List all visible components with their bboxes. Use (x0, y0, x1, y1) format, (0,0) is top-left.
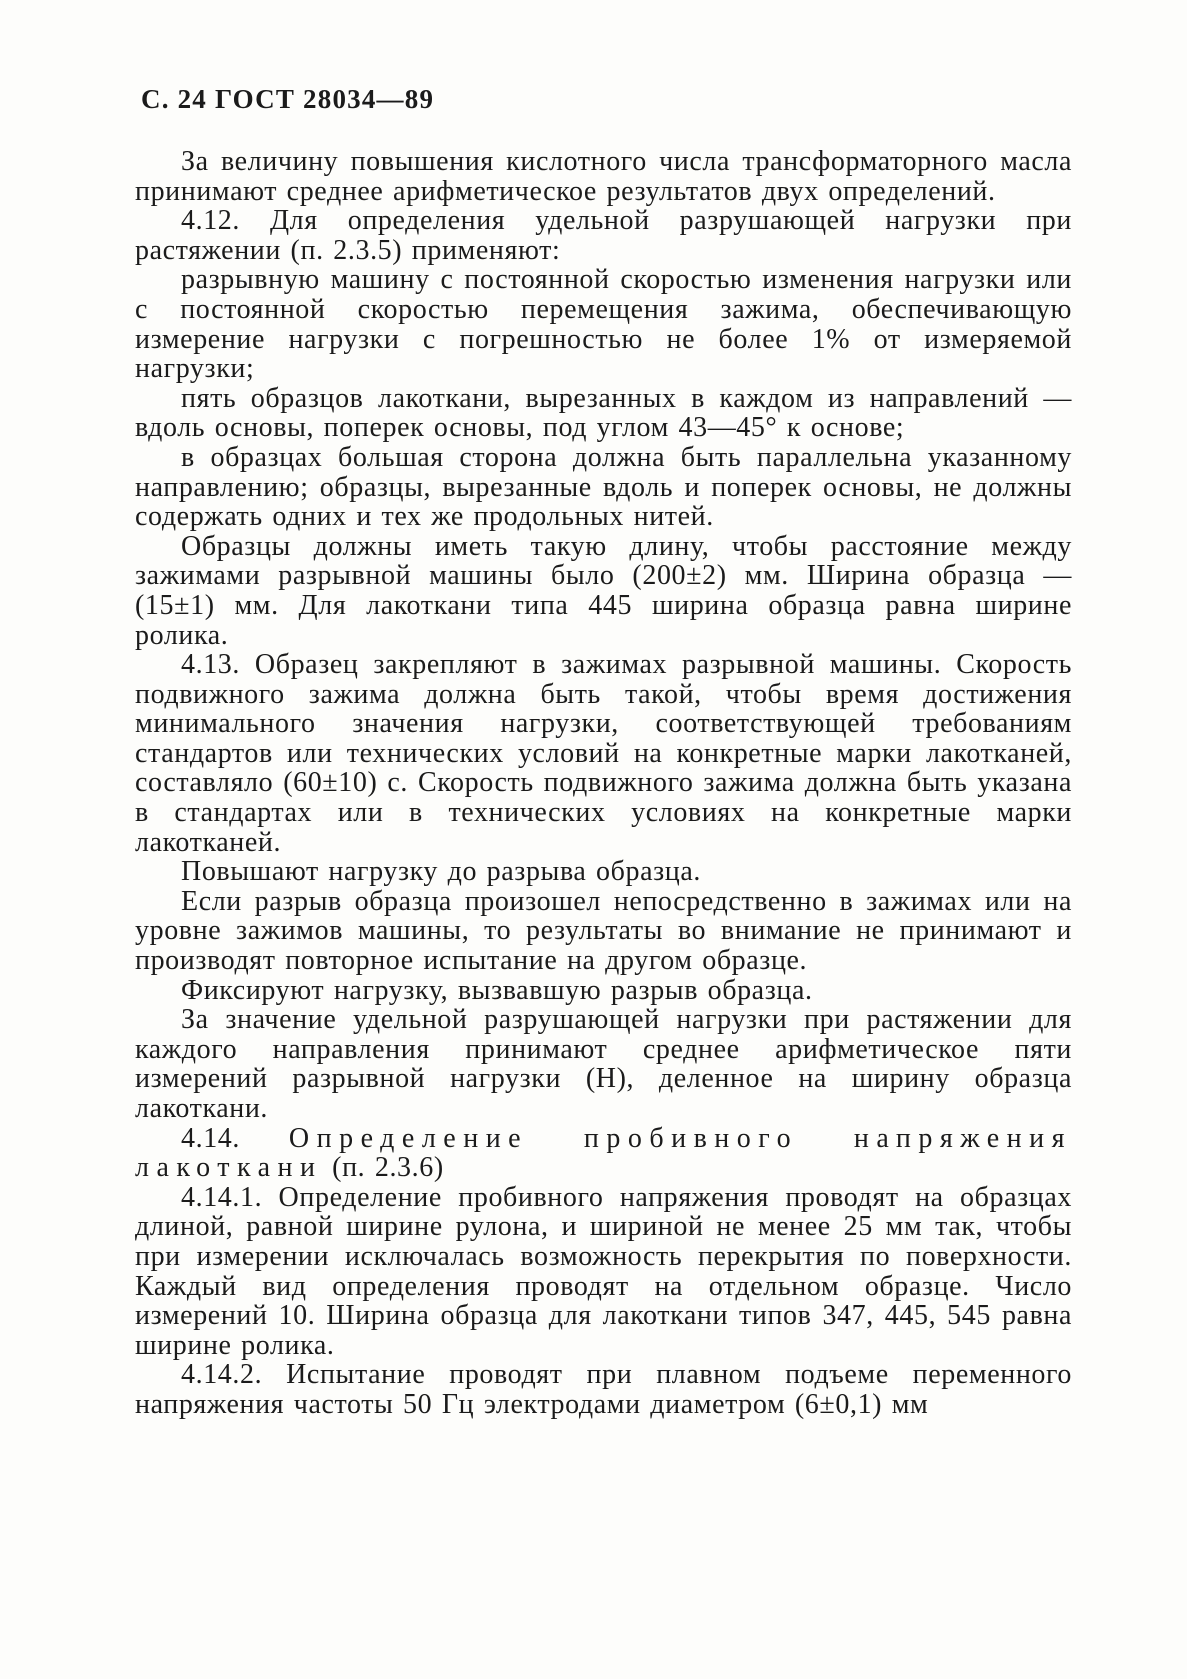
section-title: Определение пробивного напряжения лакоткани (135, 1122, 1072, 1184)
paragraph-sample-orientation: в образцах большая сторона должна быть параллельна указанному направлению; образцы, вырезанные вдоль и поперек основы, не должны содержать одних и тех же продольных нитей. (135, 441, 1072, 533)
paragraph-break-in-clamps: Если разрыв образца произошел непосредственно в зажимах или на уровне зажимов машины, то результаты во внимание не принимают и производят повторное испытание на другом образце. (135, 885, 1072, 977)
paragraph-five-samples: пять образцов лакоткани, вырезанных в каждом из направлений — вдоль основы, поперек основы, под углом 43—45° к основе; (135, 382, 1072, 444)
section-heading-4-14 (135, 1124, 1072, 1183)
section-reference: (п. 2.3.6) (332, 1152, 444, 1184)
page-header: С. 24 ГОСТ 28034—89 (141, 84, 435, 114)
paragraph-increase-load: Повышают нагрузку до разрыва образца. (181, 856, 701, 888)
paragraph-4-14-1: 4.14.1. Определение пробивного напряжения проводят на образцах длиной, равной ширине рулона, и шириной не менее 25 мм так, чтобы при измерении исключалась возможность перекрытия по поверхности. Каждый вид определения проводят на отдельном образце. Число измерений 10. Ширина образца для лакоткани типов 347, 445, 545 равна ширине ролика. (135, 1181, 1072, 1361)
paragraph-record-load: Фиксируют нагрузку, вызвавшую разрыв образца. (181, 974, 813, 1006)
paragraph-tensile-machine: разрывную машину с постоянной скоростью изменения нагрузки или с постоянной скоростью перемещения зажима, обеспечивающую измерение нагрузки с погрешностью не более 1% от измеряемой нагрузки; (135, 264, 1072, 385)
paragraph-specific-load-value: За значение удельной разрушающей нагрузки при растяжении для каждого направления принимают среднее арифметическое пяти измерений разрывной нагрузки (Н), деленное на ширину образца лакоткани. (135, 1004, 1072, 1124)
paragraph-acid-number-result: За величину повышения кислотного числа трансформаторного масла принимают среднее арифметическое результатов двух определений. (135, 146, 1072, 207)
paragraph-4-13: 4.13. Образец закрепляют в зажимах разрывной машины. Скорость подвижного зажима должна быть такой, чтобы время достижения минимального значения нагрузки, соответствующей требованиям стандартов или технических условий на конкретные марки лакотканей, составляло (60±10) с. Скорость подвижного зажима должна быть указана в стандартах или в технических условиях на конкретные марки лакотканей. (135, 649, 1072, 858)
section-number: 4.14. (181, 1122, 240, 1154)
document-body (135, 147, 1072, 1420)
paragraph-sample-dimensions: Образцы должны иметь такую длину, чтобы расстояние между зажимами разрывной машины было (200±2) мм. Ширина образца — (15±1) мм. Для лакоткани типа 445 ширина образца равна ширине ролика. (135, 530, 1072, 651)
paragraph-4-12: 4.12. Для определения удельной разрушающей нагрузки при растяжении (п. 2.3.5) применяют: (135, 205, 1072, 266)
paragraph-4-14-2: 4.14.2. Испытание проводят при плавном подъеме переменного напряжения частоты 50 Гц электродами диаметром (6±0,1) мм (135, 1359, 1072, 1420)
